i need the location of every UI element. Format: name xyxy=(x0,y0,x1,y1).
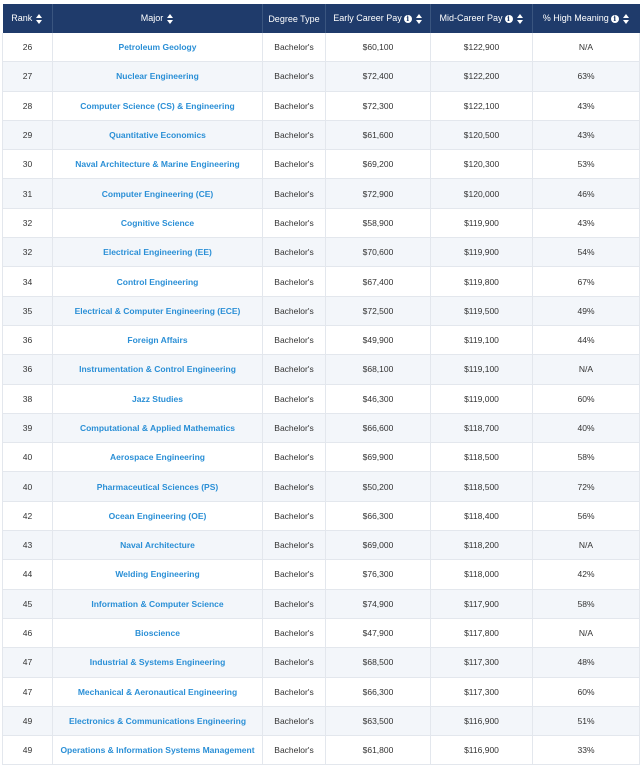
table-row xyxy=(3,120,640,149)
mid-career-pay-cell: $119,100 xyxy=(431,355,533,384)
table-row xyxy=(3,33,640,62)
mid-career-pay-cell: $117,900 xyxy=(431,589,533,618)
rank-cell: 26 xyxy=(3,33,53,62)
info-icon[interactable]: i xyxy=(505,15,513,23)
early-career-pay-cell: $69,000 xyxy=(326,531,431,560)
salary-table-container xyxy=(0,4,640,776)
mid-career-pay-cell: $120,000 xyxy=(431,179,533,208)
mid-career-column-header[interactable] xyxy=(431,4,533,33)
table-row xyxy=(3,706,640,735)
early-career-pay-cell: $58,900 xyxy=(326,208,431,237)
rank-cell: 34 xyxy=(3,267,53,296)
mid-career-pay-cell: $118,200 xyxy=(431,531,533,560)
rank-cell: 29 xyxy=(3,120,53,149)
high-meaning-cell: 49% xyxy=(533,296,640,325)
rank-cell: 35 xyxy=(3,296,53,325)
rank-cell: 47 xyxy=(3,648,53,677)
major-link[interactable]: Pharmaceutical Sciences (PS) xyxy=(53,472,263,501)
major-link[interactable]: Electrical & Computer Engineering (ECE) xyxy=(53,296,263,325)
table-row xyxy=(3,413,640,442)
rank-cell: 27 xyxy=(3,62,53,91)
rank-cell: 45 xyxy=(3,589,53,618)
high-meaning-cell: 58% xyxy=(533,589,640,618)
rank-column-header[interactable] xyxy=(3,4,53,33)
degree-type-cell: Bachelor's xyxy=(263,443,326,472)
degree-type-cell: Bachelor's xyxy=(263,501,326,530)
salary-table xyxy=(2,4,640,765)
high-meaning-cell: 43% xyxy=(533,208,640,237)
rank-cell: 36 xyxy=(3,325,53,354)
info-icon[interactable]: i xyxy=(611,15,619,23)
table-row xyxy=(3,560,640,589)
rank-cell: 36 xyxy=(3,355,53,384)
meaning-header-label: % High Meaning xyxy=(542,13,609,24)
mid-career-pay-cell: $119,100 xyxy=(431,325,533,354)
early-career-pay-cell: $66,300 xyxy=(326,501,431,530)
major-link[interactable]: Computer Engineering (CE) xyxy=(53,179,263,208)
sort-icon[interactable] xyxy=(167,14,174,24)
early-career-pay-cell: $61,800 xyxy=(326,736,431,765)
degree-type-cell: Bachelor's xyxy=(263,150,326,179)
rank-cell: 32 xyxy=(3,208,53,237)
table-row xyxy=(3,618,640,647)
table-row xyxy=(3,531,640,560)
table-row xyxy=(3,384,640,413)
high-meaning-cell: 72% xyxy=(533,472,640,501)
table-row xyxy=(3,62,640,91)
mid-career-pay-cell: $122,100 xyxy=(431,91,533,120)
major-link[interactable]: Control Engineering xyxy=(53,267,263,296)
degree-type-cell: Bachelor's xyxy=(263,648,326,677)
degree-type-cell: Bachelor's xyxy=(263,33,326,62)
major-link[interactable]: Computational & Applied Mathematics xyxy=(53,413,263,442)
mid-career-pay-cell: $118,000 xyxy=(431,560,533,589)
table-body xyxy=(3,33,640,765)
high-meaning-cell: 67% xyxy=(533,267,640,296)
major-link[interactable]: Mechanical & Aeronautical Engineering xyxy=(53,677,263,706)
rank-cell: 49 xyxy=(3,736,53,765)
high-meaning-cell: N/A xyxy=(533,355,640,384)
mid-career-pay-cell: $117,300 xyxy=(431,648,533,677)
mid-career-pay-cell: $116,900 xyxy=(431,706,533,735)
major-link[interactable]: Welding Engineering xyxy=(53,560,263,589)
high-meaning-cell: 60% xyxy=(533,384,640,413)
early-career-pay-cell: $47,900 xyxy=(326,618,431,647)
table-row xyxy=(3,325,640,354)
sort-icon[interactable] xyxy=(623,14,630,24)
major-link[interactable]: Naval Architecture & Marine Engineering xyxy=(53,150,263,179)
early-career-pay-cell: $69,200 xyxy=(326,150,431,179)
major-link[interactable]: Nuclear Engineering xyxy=(53,62,263,91)
high-meaning-cell: 63% xyxy=(533,62,640,91)
high-meaning-cell: 44% xyxy=(533,325,640,354)
table-row xyxy=(3,179,640,208)
major-link[interactable]: Information & Computer Science xyxy=(53,589,263,618)
degree-type-cell: Bachelor's xyxy=(263,91,326,120)
early-career-column-header[interactable] xyxy=(326,4,431,33)
mid-career-pay-cell: $119,900 xyxy=(431,238,533,267)
sort-icon[interactable] xyxy=(517,14,524,24)
table-row xyxy=(3,208,640,237)
mid-career-pay-cell: $120,300 xyxy=(431,150,533,179)
mid-header-label: Mid-Career Pay xyxy=(439,13,503,24)
mid-career-pay-cell: $118,400 xyxy=(431,501,533,530)
degree-type-cell: Bachelor's xyxy=(263,355,326,384)
major-link[interactable]: Quantitative Economics xyxy=(53,120,263,149)
early-career-pay-cell: $49,900 xyxy=(326,325,431,354)
rank-cell: 30 xyxy=(3,150,53,179)
high-meaning-cell: 60% xyxy=(533,677,640,706)
rank-cell: 43 xyxy=(3,531,53,560)
major-link[interactable]: Computer Science (CS) & Engineering xyxy=(53,91,263,120)
rank-cell: 42 xyxy=(3,501,53,530)
mid-career-pay-cell: $117,800 xyxy=(431,618,533,647)
early-career-pay-cell: $68,100 xyxy=(326,355,431,384)
rank-cell: 47 xyxy=(3,677,53,706)
high-meaning-cell: 40% xyxy=(533,413,640,442)
degree-type-cell: Bachelor's xyxy=(263,62,326,91)
table-row xyxy=(3,238,640,267)
early-career-pay-cell: $69,900 xyxy=(326,443,431,472)
table-row xyxy=(3,677,640,706)
table-row xyxy=(3,589,640,618)
early-career-pay-cell: $72,300 xyxy=(326,91,431,120)
early-career-pay-cell: $74,900 xyxy=(326,589,431,618)
major-link[interactable]: Foreign Affairs xyxy=(53,325,263,354)
early-career-pay-cell: $60,100 xyxy=(326,33,431,62)
high-meaning-cell: 46% xyxy=(533,179,640,208)
major-link[interactable]: Operations & Information Systems Management xyxy=(53,736,263,765)
high-meaning-column-header[interactable] xyxy=(533,4,640,33)
table-row xyxy=(3,296,640,325)
rank-header-label: Rank xyxy=(11,13,33,24)
mid-career-pay-cell: $120,500 xyxy=(431,120,533,149)
rank-cell: 40 xyxy=(3,472,53,501)
high-meaning-cell: 51% xyxy=(533,706,640,735)
mid-career-pay-cell: $116,900 xyxy=(431,736,533,765)
degree-type-cell: Bachelor's xyxy=(263,589,326,618)
major-link[interactable]: Naval Architecture xyxy=(53,531,263,560)
degree-type-cell: Bachelor's xyxy=(263,384,326,413)
early-career-pay-cell: $72,900 xyxy=(326,179,431,208)
high-meaning-cell: N/A xyxy=(533,531,640,560)
table-row xyxy=(3,501,640,530)
sort-icon[interactable] xyxy=(416,14,423,24)
mid-career-pay-cell: $119,900 xyxy=(431,208,533,237)
degree-header-label: Degree Type xyxy=(268,13,320,24)
header-row xyxy=(3,4,640,33)
table-row xyxy=(3,736,640,765)
major-link[interactable]: Bioscience xyxy=(53,618,263,647)
degree-type-cell: Bachelor's xyxy=(263,706,326,735)
high-meaning-cell: 33% xyxy=(533,736,640,765)
degree-type-cell: Bachelor's xyxy=(263,472,326,501)
major-column-header[interactable] xyxy=(53,4,263,33)
mid-career-pay-cell: $122,900 xyxy=(431,33,533,62)
degree-type-cell: Bachelor's xyxy=(263,560,326,589)
high-meaning-cell: 54% xyxy=(533,238,640,267)
high-meaning-cell: 58% xyxy=(533,443,640,472)
degree-type-cell: Bachelor's xyxy=(263,238,326,267)
table-row xyxy=(3,472,640,501)
rank-cell: 38 xyxy=(3,384,53,413)
table-row xyxy=(3,150,640,179)
early-career-pay-cell: $46,300 xyxy=(326,384,431,413)
degree-type-cell: Bachelor's xyxy=(263,179,326,208)
high-meaning-cell: 53% xyxy=(533,150,640,179)
major-link[interactable]: Aerospace Engineering xyxy=(53,443,263,472)
high-meaning-cell: 43% xyxy=(533,120,640,149)
mid-career-pay-cell: $118,700 xyxy=(431,413,533,442)
rank-cell: 40 xyxy=(3,443,53,472)
major-link[interactable]: Instrumentation & Control Engineering xyxy=(53,355,263,384)
mid-career-pay-cell: $119,800 xyxy=(431,267,533,296)
table-row xyxy=(3,267,640,296)
degree-type-cell: Bachelor's xyxy=(263,325,326,354)
degree-type-cell: Bachelor's xyxy=(263,267,326,296)
degree-column-header xyxy=(263,4,326,33)
major-link[interactable]: Petroleum Geology xyxy=(53,33,263,62)
major-header-label: Major xyxy=(140,13,164,24)
early-career-pay-cell: $72,500 xyxy=(326,296,431,325)
high-meaning-cell: N/A xyxy=(533,33,640,62)
major-link[interactable]: Industrial & Systems Engineering xyxy=(53,648,263,677)
early-career-pay-cell: $72,400 xyxy=(326,62,431,91)
degree-type-cell: Bachelor's xyxy=(263,618,326,647)
info-icon[interactable]: i xyxy=(404,15,412,23)
sort-icon[interactable] xyxy=(36,14,43,24)
degree-type-cell: Bachelor's xyxy=(263,531,326,560)
early-career-pay-cell: $66,600 xyxy=(326,413,431,442)
high-meaning-cell: N/A xyxy=(533,618,640,647)
early-career-pay-cell: $68,500 xyxy=(326,648,431,677)
major-link[interactable]: Electronics & Communications Engineering xyxy=(53,706,263,735)
degree-type-cell: Bachelor's xyxy=(263,413,326,442)
early-career-pay-cell: $70,600 xyxy=(326,238,431,267)
rank-cell: 39 xyxy=(3,413,53,442)
degree-type-cell: Bachelor's xyxy=(263,736,326,765)
early-career-pay-cell: $67,400 xyxy=(326,267,431,296)
degree-type-cell: Bachelor's xyxy=(263,296,326,325)
rank-cell: 46 xyxy=(3,618,53,647)
degree-type-cell: Bachelor's xyxy=(263,120,326,149)
high-meaning-cell: 56% xyxy=(533,501,640,530)
rank-cell: 31 xyxy=(3,179,53,208)
mid-career-pay-cell: $122,200 xyxy=(431,62,533,91)
table-row xyxy=(3,91,640,120)
mid-career-pay-cell: $119,500 xyxy=(431,296,533,325)
rank-cell: 49 xyxy=(3,706,53,735)
rank-cell: 28 xyxy=(3,91,53,120)
degree-type-cell: Bachelor's xyxy=(263,208,326,237)
rank-cell: 32 xyxy=(3,238,53,267)
early-career-pay-cell: $50,200 xyxy=(326,472,431,501)
major-link[interactable]: Cognitive Science xyxy=(53,208,263,237)
major-link[interactable]: Ocean Engineering (OE) xyxy=(53,501,263,530)
mid-career-pay-cell: $118,500 xyxy=(431,472,533,501)
table-row xyxy=(3,355,640,384)
mid-career-pay-cell: $119,000 xyxy=(431,384,533,413)
early-career-pay-cell: $76,300 xyxy=(326,560,431,589)
mid-career-pay-cell: $118,500 xyxy=(431,443,533,472)
early-career-pay-cell: $61,600 xyxy=(326,120,431,149)
table-row xyxy=(3,648,640,677)
table-header xyxy=(3,4,640,33)
table-row xyxy=(3,443,640,472)
major-link[interactable]: Jazz Studies xyxy=(53,384,263,413)
mid-career-pay-cell: $117,300 xyxy=(431,677,533,706)
degree-type-cell: Bachelor's xyxy=(263,677,326,706)
early-career-pay-cell: $66,300 xyxy=(326,677,431,706)
early-header-label: Early Career Pay xyxy=(333,13,402,24)
early-career-pay-cell: $63,500 xyxy=(326,706,431,735)
high-meaning-cell: 48% xyxy=(533,648,640,677)
high-meaning-cell: 42% xyxy=(533,560,640,589)
rank-cell: 44 xyxy=(3,560,53,589)
major-link[interactable]: Electrical Engineering (EE) xyxy=(53,238,263,267)
high-meaning-cell: 43% xyxy=(533,91,640,120)
